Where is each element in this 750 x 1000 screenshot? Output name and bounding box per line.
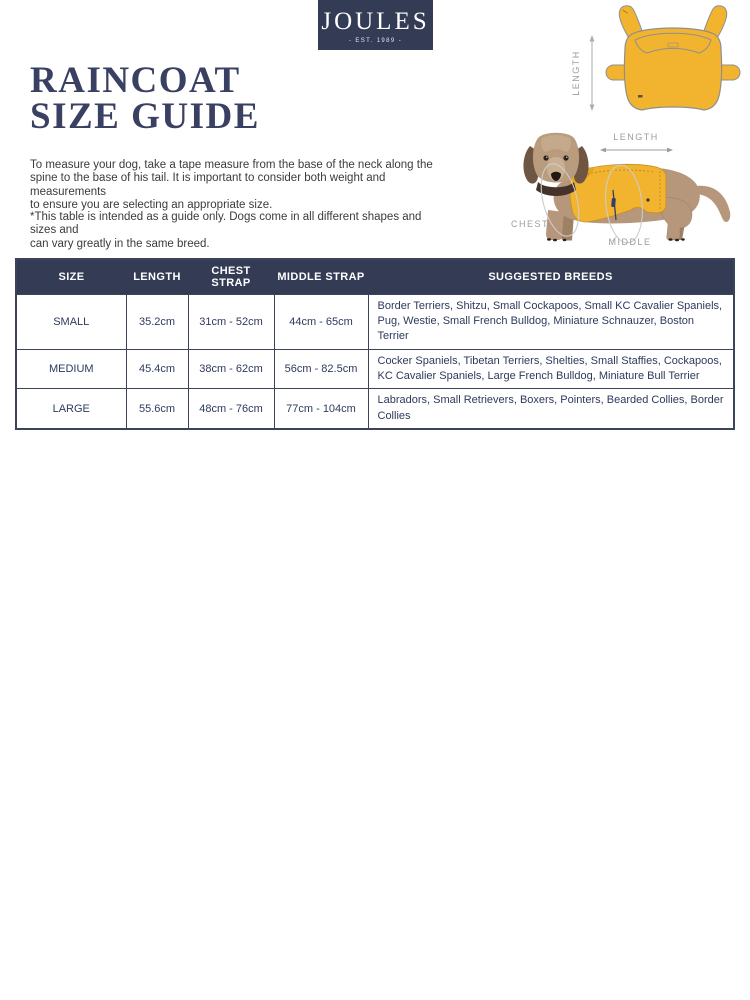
column-header-middle-strap: MIDDLE STRAP: [274, 259, 368, 294]
chest-strap-cell: 31cm - 52cm: [188, 294, 274, 349]
length-cell: 35.2cm: [126, 294, 188, 349]
dog-tail: [694, 186, 730, 222]
size-cell: LARGE: [16, 389, 126, 429]
coat-length-label: LENGTH: [571, 50, 581, 96]
intro-line: to ensure you are selecting an appropriate size.: [30, 198, 273, 211]
page-title-line2: SIZE GUIDE: [30, 96, 260, 137]
disclaimer-line: can vary greatly in the same breed.: [30, 237, 210, 250]
chest-strap-cell: 38cm - 62cm: [188, 349, 274, 389]
breeds-cell: Border Terriers, Shitzu, Small Cockapoos, Small KC Cavalier Spaniels, Pug, Westie, Small French Bulldog, Miniature Schnauzer, Boston Terrier: [368, 294, 734, 349]
joules-logo-text: JOULES: [321, 8, 430, 35]
table-row-large: [16, 389, 734, 429]
size-guide-table: [15, 258, 735, 430]
raincoat-top-view-illustration: [566, 2, 746, 129]
dog-length-measure-arrow: [600, 132, 673, 152]
joules-logo-est-text: - EST. 1989 -: [348, 38, 403, 44]
dog-raincoat-logo-mark: [646, 198, 649, 201]
dog-measurement-svg: [500, 124, 750, 248]
length-cell: 55.6cm: [126, 389, 188, 429]
dog-length-label: LENGTH: [613, 132, 659, 142]
coat-length-measure-arrow: [571, 35, 594, 111]
chest-strap-cell: 48cm - 76cm: [188, 389, 274, 429]
column-header-suggested-breeds: SUGGESTED BREEDS: [368, 259, 734, 294]
page-title: [30, 60, 260, 137]
table-row-small: [16, 294, 734, 349]
size-cell: SMALL: [16, 294, 126, 349]
disclaimer-line: *This table is intended as a guide only. Dogs come in all different shapes and sizes and: [30, 211, 422, 237]
page-title-line1: RAINCOAT: [30, 60, 241, 101]
size-cell: MEDIUM: [16, 349, 126, 389]
intro-line: To measure your dog, take a tape measure from the base of the neck along the: [30, 159, 433, 171]
middle-strap-cell: 44cm - 65cm: [274, 294, 368, 349]
column-header-chest-strap: CHEST STRAP: [188, 259, 274, 294]
table-row-medium: [16, 349, 734, 389]
length-cell: 45.4cm: [126, 349, 188, 389]
dog-measurement-illustration: [500, 124, 750, 253]
raincoat-top-view-svg: [566, 2, 746, 124]
dog-middle-label: MIDDLE: [608, 237, 652, 247]
coat-brand-tab: [638, 95, 643, 98]
column-header-size: SIZE: [16, 259, 126, 294]
column-header-length: LENGTH: [126, 259, 188, 294]
intro-paragraph: [30, 159, 440, 212]
breeds-cell: Labradors, Small Retrievers, Boxers, Pointers, Bearded Collies, Border Collies: [368, 389, 734, 429]
size-guide-table-header: [16, 259, 734, 294]
dog-chest-label: CHEST: [510, 219, 550, 229]
disclaimer-paragraph: [30, 211, 440, 251]
middle-strap-cell: 77cm - 104cm: [274, 389, 368, 429]
breeds-cell: Cocker Spaniels, Tibetan Terriers, Shelties, Small Staffies, Cockapoos, KC Cavalier Spaniels, Large French Bulldog, Miniature Bull Terrier: [368, 349, 734, 389]
intro-line: spine to the base of his tail. It is important to consider both weight and measurements: [30, 172, 386, 198]
middle-strap-cell: 56cm - 82.5cm: [274, 349, 368, 389]
joules-logo: [318, 0, 433, 50]
